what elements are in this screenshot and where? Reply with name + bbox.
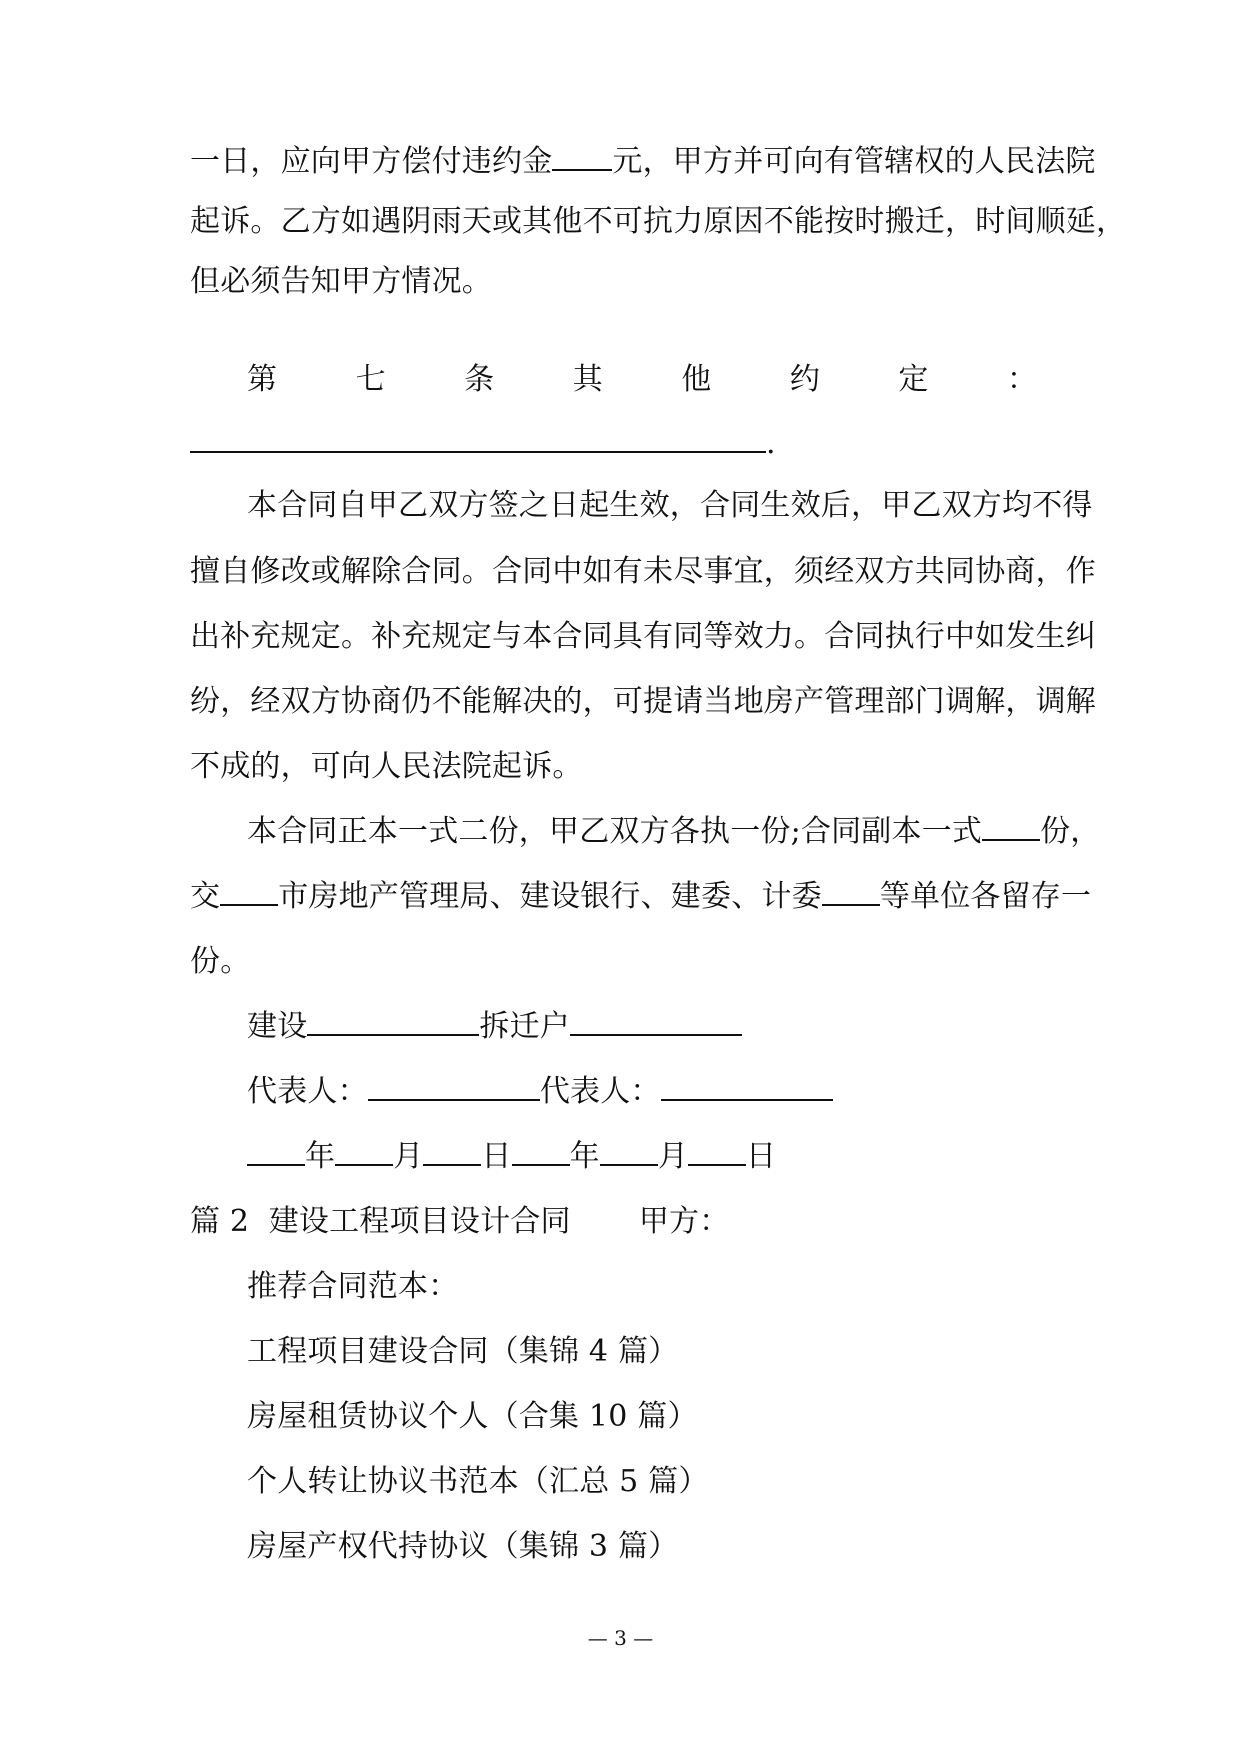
blank-field <box>190 425 766 453</box>
text-line: 但必须告知甲方情况。 <box>190 264 492 299</box>
text-line: . <box>190 424 776 464</box>
text-line: 纷，经双方协商仍不能解决的，可提请当地房产管理部门调解，调解 <box>190 684 1096 719</box>
blank-field <box>982 813 1040 841</box>
blank-field <box>423 1138 481 1166</box>
text-line: 交 市房地产管理局、建设银行、建委、计委 等单位各留存一 <box>190 879 1092 914</box>
blank-field <box>552 143 612 171</box>
text-line: 出补充规定。补充规定与本合同具有同等效力。合同执行中如发生纠 <box>190 619 1096 654</box>
section-2-heading: 篇 2 建设工程项目设计合同 甲方： <box>190 1204 730 1239</box>
recommended-link-2[interactable]: 房屋租赁协议个人（合集 10 篇） <box>247 1399 698 1434</box>
blank-field <box>822 878 880 906</box>
recommended-link-3[interactable]: 个人转让协议书范本（汇总 5 篇） <box>247 1464 709 1499</box>
blank-field <box>368 1073 540 1101</box>
page-number: — 3 — <box>587 1626 654 1650</box>
signature-line-representatives: 代表人： 代表人： <box>247 1072 833 1112</box>
recommend-label: 推荐合同范本： <box>247 1269 459 1304</box>
text-line: 本合同正本一式二份，甲乙双方各执一份;合同副本一式 份， <box>247 814 1101 849</box>
signature-line-dates: 年 月 日 年 月 日 <box>247 1137 776 1177</box>
blank-field <box>661 1073 833 1101</box>
text-line: 起诉。乙方如遇阴雨天或其他不可抗力原因不能按时搬迁，时间顺延， <box>190 204 1127 239</box>
text-line: 不成的，可向人民法院起诉。 <box>190 749 583 784</box>
blank-field <box>220 878 278 906</box>
signature-line-parties: 建设 拆迁户 <box>247 1007 742 1047</box>
text-line: 本合同自甲乙双方签之日起生效，合同生效后，甲乙双方均不得 <box>247 488 1093 523</box>
blank-field <box>600 1138 658 1166</box>
recommended-link-1[interactable]: 工程项目建设合同（集锦 4 篇） <box>247 1334 679 1369</box>
blank-field <box>335 1138 393 1166</box>
blank-field <box>247 1138 305 1166</box>
recommended-link-4[interactable]: 房屋产权代持协议（集锦 3 篇） <box>247 1529 679 1564</box>
blank-field <box>570 1008 742 1036</box>
text-line: 擅自修改或解除合同。合同中如有未尽事宜，须经双方共同协商，作 <box>190 554 1096 589</box>
blank-field <box>307 1008 479 1036</box>
blank-field <box>512 1138 570 1166</box>
blank-field <box>688 1138 746 1166</box>
article-7-heading: 第 七 条 其 他 约 定 ： <box>247 362 1037 397</box>
text-line: 一日，应向甲方偿付违约金 元，甲方并可向有管辖权的人民法院 <box>190 144 1096 179</box>
text-line: 份。 <box>190 944 251 979</box>
